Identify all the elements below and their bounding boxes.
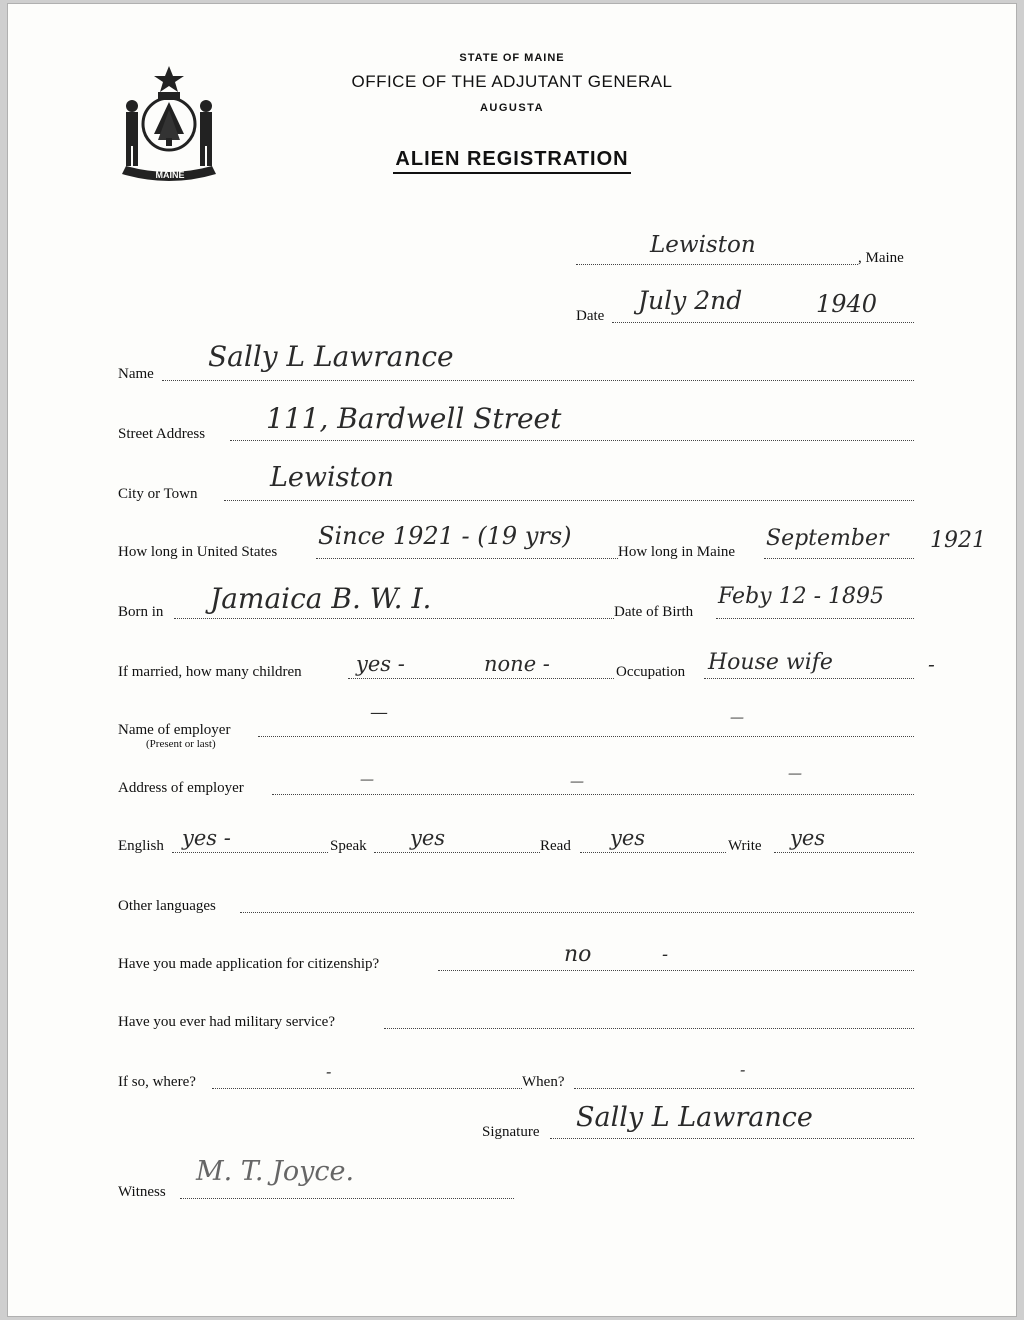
occupation-value: House wife (708, 650, 833, 675)
how-long-maine-line (764, 558, 914, 559)
witness-line (180, 1198, 514, 1199)
street-address-line (230, 440, 914, 441)
seal-banner-text: MAINE (155, 170, 185, 180)
address-dash-1: — (360, 772, 374, 788)
date-year-value: 1940 (816, 290, 878, 318)
speak-line (374, 852, 540, 853)
how-long-maine-year-value: 1921 (930, 528, 986, 553)
date-of-birth-label: Date of Birth (614, 604, 694, 620)
signature-line (550, 1138, 914, 1139)
when-dash: - (740, 1060, 746, 1079)
citizenship-value: no (564, 942, 592, 967)
when-label: When? (522, 1074, 565, 1090)
employer-dash-2: — (730, 710, 744, 726)
name-label: Name (118, 366, 154, 382)
witness-label: Witness (118, 1184, 166, 1200)
speak-label: Speak (330, 838, 367, 854)
english-line (172, 852, 328, 853)
address-of-employer-line (272, 794, 914, 795)
address-dash-2: — (570, 774, 584, 790)
form-title-text: ALIEN REGISTRATION (393, 148, 630, 174)
other-languages-label: Other languages (118, 898, 216, 914)
write-value: yes (790, 826, 826, 850)
date-of-birth-line (716, 618, 914, 619)
born-in-value: Jamaica B. W. I. (210, 582, 432, 615)
signature-value: Sally L Lawrance (576, 1102, 813, 1133)
place-line (576, 264, 858, 265)
witness-value: M. T. Joyce. (196, 1156, 355, 1187)
citizenship-label: Have you made application for citizenship? (118, 956, 380, 972)
city-label: City or Town (118, 486, 198, 502)
street-address-label: Street Address (118, 426, 206, 442)
write-line (774, 852, 914, 853)
how-long-us-label: How long in United States (118, 544, 278, 560)
present-or-last-label: (Present or last) (146, 738, 216, 750)
children-value: none - (484, 652, 550, 676)
military-label: Have you ever had military service? (118, 1014, 335, 1030)
address-dash-3: — (788, 766, 802, 782)
english-value: yes - (182, 826, 231, 850)
occupation-line (704, 678, 914, 679)
english-label: English (118, 838, 164, 854)
born-in-label: Born in (118, 604, 164, 620)
occupation-dash: - (928, 652, 935, 676)
where-label: If so, where? (118, 1074, 196, 1090)
military-line (384, 1028, 914, 1029)
when-line (574, 1088, 914, 1089)
signature-label: Signature (482, 1124, 540, 1140)
city-value: Lewiston (270, 462, 395, 493)
how-long-us-value: Since 1921 - (19 yrs) (318, 522, 572, 550)
city-line (224, 500, 914, 501)
if-married-line (348, 678, 614, 679)
write-label: Write (728, 838, 762, 854)
speak-value: yes (410, 826, 446, 850)
how-long-us-line (316, 558, 618, 559)
how-long-maine-value: September (766, 526, 889, 551)
date-of-birth-value: Feby 12 - 1895 (718, 584, 884, 609)
married-value: yes - (356, 652, 405, 676)
read-line (580, 852, 726, 853)
city-heading: AUGUSTA (479, 102, 545, 114)
employer-label: Name of employer (118, 722, 231, 738)
employer-dash-1: — (370, 702, 388, 723)
where-line (212, 1088, 522, 1089)
state-heading: STATE OF MAINE (459, 52, 565, 64)
name-line (162, 380, 914, 381)
read-value: yes (610, 826, 646, 850)
form-title (0, 148, 1024, 171)
maine-label: , Maine (858, 250, 904, 266)
citizenship-line (438, 970, 914, 971)
date-label: Date (576, 308, 605, 324)
how-long-maine-label: How long in Maine (618, 544, 736, 560)
other-languages-line (240, 912, 914, 913)
name-value: Sally L Lawrance (208, 340, 454, 373)
date-value: July 2nd (638, 286, 743, 315)
office-heading: OFFICE OF THE ADJUTANT GENERAL (351, 72, 673, 91)
if-married-label: If married, how many children (118, 664, 302, 680)
where-dash: - (326, 1062, 332, 1081)
date-line (612, 322, 914, 323)
occupation-label: Occupation (616, 664, 686, 680)
employer-line (258, 736, 914, 737)
citizenship-dash: - (662, 944, 669, 965)
address-of-employer-label: Address of employer (118, 780, 244, 796)
place-value: Lewiston (650, 232, 756, 258)
born-in-line (174, 618, 614, 619)
street-address-value: 111, Bardwell Street (266, 402, 562, 435)
read-label: Read (540, 838, 571, 854)
